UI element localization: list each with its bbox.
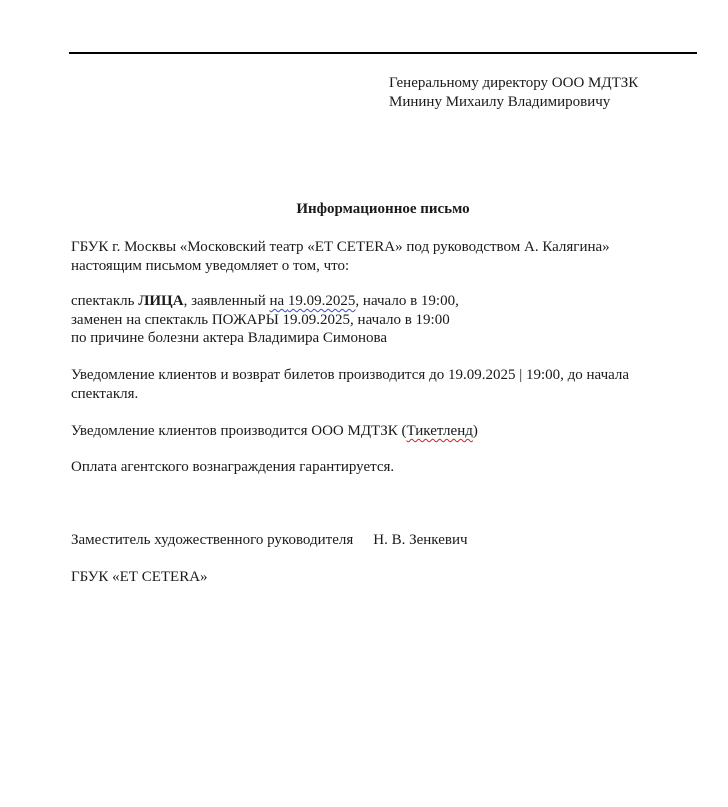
addressee-block: [389, 74, 638, 112]
intro-line-2: настоящим письмом уведомляет о том, что:: [71, 257, 350, 274]
show-prefix: спектакль: [71, 293, 139, 309]
notify-suffix: ): [472, 423, 478, 439]
replacement-line-3: по причине болезни актера Владимира Симонова: [71, 330, 388, 346]
header-rule: [69, 52, 697, 54]
old-time: , начало в 19:00,: [355, 293, 459, 309]
old-show-title: ЛИЦА: [138, 293, 184, 309]
notify-text: Уведомление клиентов производится ООО МДТЗК (: [71, 423, 407, 439]
organization-name: ГБУК «ЕТ CETERA»: [71, 569, 208, 585]
replacement-paragraph: [71, 292, 686, 348]
agent-name: Тикетленд: [406, 423, 473, 439]
guarantee-paragraph: Оплата агентского вознаграждения гарантируется.: [71, 459, 395, 475]
declared-text: , заявленный: [183, 293, 270, 309]
addressee-line-2: Минину Михаилу Владимировичу: [389, 94, 611, 110]
intro-line-1: ГБУК г. Москвы «Московский театр «ЕТ CETERA» под руководством А. Калягина»: [71, 239, 610, 255]
replacement-line-2: заменен на спектакль ПОЖАРЫ 19.09.2025, начало в 19:00: [71, 311, 450, 328]
addressee-line-1: Генеральному директору ООО МДТЗК: [389, 75, 639, 91]
notify-paragraph: [71, 422, 686, 441]
intro-paragraph: [71, 238, 686, 275]
signature-position: Заместитель художественного руководителя: [71, 532, 354, 548]
replacement-line-1: [71, 292, 686, 311]
signature-name: Н. В. Зенкевич: [373, 532, 468, 548]
refund-paragraph: Уведомление клиентов и возврат билетов производится до 19.09.2025 | 19:00, до начала спектакля.: [71, 367, 630, 402]
old-date: 19.09.2025: [287, 293, 356, 309]
letter-title: Информационное письмо: [296, 201, 470, 217]
on-word: на 19.09.2025: [269, 293, 356, 309]
signature-line: [71, 531, 686, 550]
